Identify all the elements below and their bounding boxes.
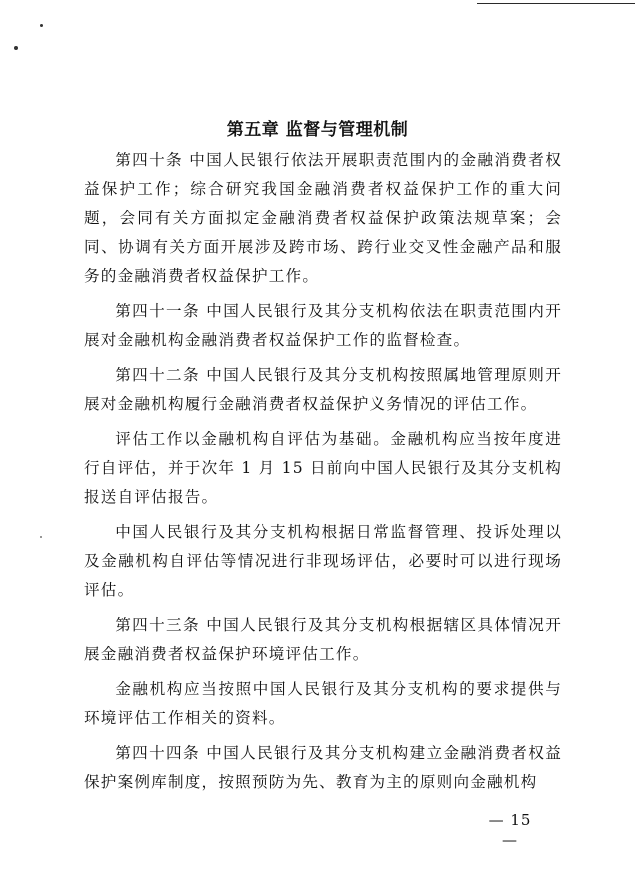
page-number: — 15 — bbox=[488, 811, 532, 849]
paragraph-article-44: 第四十四条 中国人民银行及其分支机构建立金融消费者权益保护案例库制度，按照预防为先、教育为主的原则向金融机构 bbox=[84, 744, 562, 791]
paragraph-self-assessment: 评估工作以金融机构自评估为基础。金融机构应当按年度进行自评估，并于次年 1 月 15 日前向中国人民银行及其分支机构报送自评估报告。 bbox=[84, 430, 562, 506]
paragraph-offsite-assessment: 中国人民银行及其分支机构根据日常监督管理、投诉处理以及金融机构自评估等情况进行非现场评估，必要时可以进行现场评估。 bbox=[84, 523, 562, 599]
paragraph-article-40: 第四十条 中国人民银行依法开展职责范围内的金融消费者权益保护工作；综合研究我国金融消费者权益保护工作的重大问题，会同有关方面拟定金融消费者权益保护政策法规草案；会同、协调有关方面开展涉及跨市场、跨行业交叉性金融产品和服务的金融消费者权益保护工作。 bbox=[84, 151, 562, 285]
scan-speck bbox=[14, 46, 18, 50]
scan-speck bbox=[40, 536, 42, 538]
body-text bbox=[84, 146, 562, 803]
top-edge-line bbox=[477, 3, 635, 4]
paragraph-article-43: 第四十三条 中国人民银行及其分支机构根据辖区具体情况开展金融消费者权益保护环境评估工作。 bbox=[84, 616, 562, 663]
scan-speck bbox=[40, 24, 43, 27]
paragraph-article-41: 第四十一条 中国人民银行及其分支机构依法在职责范围内开展对金融机构金融消费者权益保护工作的监督检查。 bbox=[84, 302, 562, 349]
paragraph-environment-materials: 金融机构应当按照中国人民银行及其分支机构的要求提供与环境评估工作相关的资料。 bbox=[84, 680, 562, 727]
paragraph-article-42: 第四十二条 中国人民银行及其分支机构按照属地管理原则开展对金融机构履行金融消费者权益保护义务情况的评估工作。 bbox=[84, 366, 562, 413]
chapter-title: 第五章 监督与管理机制 bbox=[226, 120, 409, 140]
